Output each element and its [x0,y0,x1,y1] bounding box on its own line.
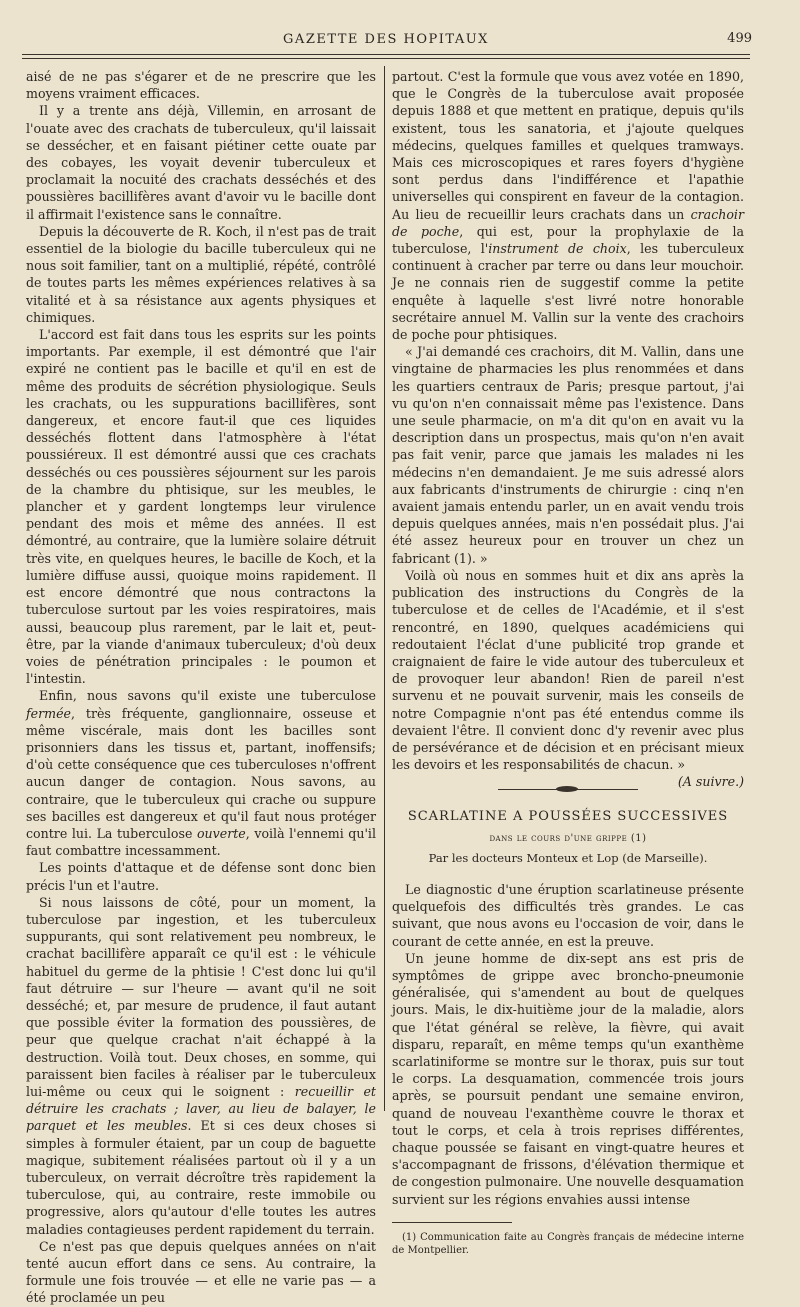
to-be-continued: (A suivre.) [677,774,744,790]
column-divider [384,66,385,1111]
footnote: (1) Communication faite au Congrès français de médecine interne de Montpellier. [392,1231,744,1256]
paragraph: Ce n'est pas que depuis quelques années on n'ait tenté aucun effort dans ce sens. Au contraire, la formule une fois trouvée — et elle ne varie pas — a été proclamée un peu [26,1238,376,1306]
paragraph: partout. C'est la formule que vous avez votée en 1890, que le Congrès de la tuberculose avait proposée depuis 1888 et que mettent en pratique, depuis qu'ils existent, tous les sanatoria, et j'ajoute quelques médecins, quelques familles et quelques tramways. Mais ces microscopiques et rares foyers d'hygiène sont perdus dans l'indifférence et l'apathie universelles qui conspirent en faveur de la contagion. Au lieu de recueillir leurs crachats dans un crachoir de poche, qui est, pour la prophylaxie de la tuberculose, l'instrument de choix, les tuberculeux continuent à cracher par terre ou dans leur mouchoir. Je ne connais rien de suggestif comme la petite enquête à laquelle s'est livré notre honorable secrétaire annuel M. Vallin sur la vente des crachoirs de poche pour phtisiques. [392,69,745,343]
page-number: 499 [727,31,752,46]
header-rule [22,54,750,55]
paragraph: Le diagnostic d'une éruption scarlatineuse présente quelquefois des difficultés très grandes. Le cas suivant, que nous avons eu l'occasion de voir, dans le courant de cette année, en est la preuve. [392,881,744,949]
header-rule-thin [22,58,750,59]
paragraph: L'accord est fait dans tous les esprits sur les points importants. Par exemple, il est démontré que l'air expiré ne contient pas le bacille et qu'il en est de même des produits de sécrétion physiologique. Seuls les crachats, ou les suppurations bacillifères, sont dangereux, et encore faut-il que ces liquides desséchés flottent dans l'atmosphère à l'état poussiéreux. Il est démontré aussi que ces crachats desséchés ou ces poussières séjournent sur les parois de la chambre du phtisique, sur les meubles, le plancher et y gardent longtemps leur virulence pendant des mois et même des années. Il est démontré, au contraire, que la lumière solaire détruit très vite, en quelques heures, le bacille de Koch, et la lumière diffuse aussi, quoique moins rapidement. Il est encore démontré que nous contractons la tuberculose surtout par les voies respiratoires, mais aussi, beaucoup plus rarement, par le lait et, peut-être, par la viande d'animaux tuberculeux; d'où deux voies de pénétration principales : le poumon et l'intestin. [26,327,376,687]
left-column [26,68,376,1307]
paragraph: Si nous laissons de côté, pour un moment, la tuberculose par ingestion, et les tuberculeux suppurants, qui sont relativement peu nombreux, le crachat bacillifère apparaît ce qu'il est : le véhicule habituel du germe de la phtisie ! C'est donc lui qu'il faut détruire — sur l'heure — avant qu'il ne soit desséché; et, par mesure de prudence, il faut autant que possible éviter la formation des poussières, de peur que quelque crachat n'ait échappé à la destruction. Voilà tout. Deux choses, en somme, qui paraissent bien faciles à réaliser par le tuberculeux lui-même ou ceux qui le soignent : recueillir et détruire les crachats ; laver, au lieu de balayer, le parquet et les meubles. Et si ces deux choses si simples à formuler étaient, par un coup de baguette magique, subitement réalisées partout où il y a un tuberculeux, on verrait décroître très rapidement la tuberculose, qui, au contraire, reste immobile ou progressive, alors qu'autour d'elle toutes les autres maladies contagieuses perdent rapidement du terrain. [26,894,376,1237]
article-authors: Par les docteurs Monteux et Lop (de Marseille). [428,850,708,865]
journal-title: GAZETTE DES HOPITAUX [283,32,489,47]
article-title: SCARLATINE A POUSSÉES SUCCESSIVES [407,809,729,825]
paragraph: Un jeune homme de dix-sept ans est pris de symptômes de grippe avec broncho-pneumonie généralisée, qui s'amendent au bout de quelques jours. Mais, le dix-huitième jour de la maladie, alors que l'état général se relève, la fièvre, qui avait disparu, reparaît, en même temps qu'un exanthème scarlatiniforme se montre sur le thorax, puis sur tout le corps. La desquamation, commencée trois jours après, se poursuit pendant une semaine environ, quand de nouveau l'exanthème couvre le thorax et tout le corps, et cela à trois reprises différentes, chaque poussée se faisant en vingt-quatre heures et s'accompagnant de frissons, d'élévation thermique et de congestion pulmonaire. Une nouvelle desquamation survient sur les régions envahies aussi intense [392,950,744,1207]
paragraph: Voilà où nous en sommes huit et dix ans après la publication des instructions du Congrès de la tuberculose et de celles de l'Académie, et il s'est rencontré, en 1890, quelques académiciens qui redoutaient l'éclat d'une publicité trop grande et craignaient de faire le vide autour des tuberculeux et de provoquer leur abandon! Rien de pareil n'est survenu et ne pouvait survenir, mais les conseils de notre Compagnie n'ont pas été entendus comme ils devaient l'être. Il convient donc d'y revenir avec plus de persévérance et de décision et en précisant mieux les devoirs et les responsabilités de chacun. » (A suivre.) [392,567,744,790]
paragraph: Les points d'attaque et de défense sont donc bien précis l'un et l'autre. [26,860,376,893]
divider-ornament [556,786,578,792]
footnote-rule [392,1222,512,1223]
paragraph: aisé de ne pas s'égarer et de ne prescrire que les moyens vraiment efficaces. [26,69,376,102]
right-column [392,68,744,1257]
paragraph: « J'ai demandé ces crachoirs, dit M. Vallin, dans une vingtaine de pharmacies les plus renommées et dans les quartiers centraux de Paris; presque partout, j'ai vu qu'on n'en connaissait même pas l'existence. Dans une seule pharmacie, on m'a dit qu'on en avait vu la description dans un prospectus, mais qu'on n'en avait pas fait venir, parce que jamais les malades ni les médecins n'en demandaient. Je me suis adressé alors aux fabricants d'instruments de chirurgie : cinq n'en avaient jamais entendu parler, un en avait vendu trois depuis quelques années, mais n'en possédait plus. J'ai été assez heureux pour en trouver un chez un fabricant (1). » [392,344,744,566]
paragraph: Enfin, nous savons qu'il existe une tuberculose fermée, très fréquente, ganglionnaire, osseuse et même viscérale, mais dont les bacilles sont prisonniers dans les tissus et, partant, inoffensifs; d'où cette conséquence que ces tuberculoses n'offrent aucun danger de contagion. Nous savons, au contraire, que le tuberculeux qui crache ou suppure ses bacilles est dangereux et qu'il faut nous protéger contre lui. La tuberculose ouverte, voilà l'ennemi qu'il faut combattre incessamment. [26,688,376,859]
paragraph: Il y a trente ans déjà, Villemin, en arrosant de l'ouate avec des crachats de tuberculeux, qu'il laissait se dessécher, et en faisant piétiner cette ouate par des cobayes, les voyait devenir tuberculeux et proclamait la nocuité des crachats desséchés et des poussières bacillifères avant d'avoir vu le bacille dont il affirmait l'existence sans le connaître. [26,103,376,222]
paragraph: Depuis la découverte de R. Koch, il n'est pas de trait essentiel de la biologie du bacille tuberculeux qui ne nous soit familier, tant on a multiplié, répété, contrôlé de toutes parts les mêmes expériences relatives à sa vitalité et à sa résistance aux agents physiques et chimiques. [26,223,376,325]
page-header [22,26,750,46]
article-subtitle: dans le cours d'une grippe (1) [489,832,647,844]
section-divider [498,789,638,792]
